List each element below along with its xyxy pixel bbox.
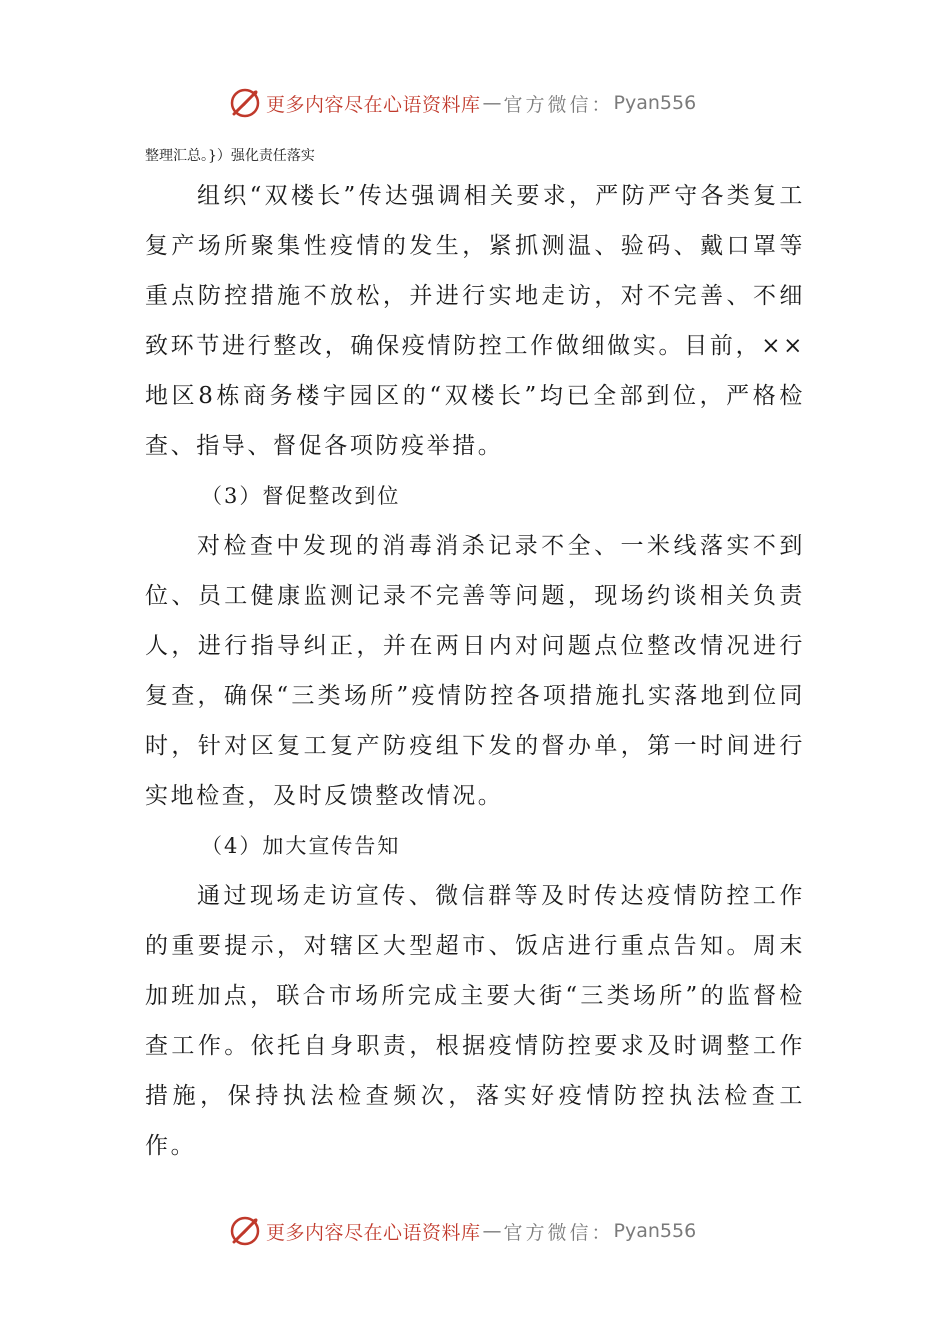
paragraph-3: 通过现场走访宣传、微信群等及时传达疫情防控工作的重要提示，对辖区大型超市、饭店进行重点告知。周末加班加点，联合市场所完成主要大街“三类场所”的监督检查工作。依托自身职责，根据疫情防控要求及时调整工作措施，保持执法检查频次，落实好疫情防控执法检查工作。 [145, 883, 805, 1159]
paragraph-1: 组织“双楼长”传达强调相关要求，严防严守各类复工复产场所聚集性疫情的发生，紧抓测温、验码、戴口罩等重点防控措施不放松，并进行实地走访，对不完善、不细致环节进行整改，确保疫情防控工作做细做实。目前，××地区8栋商务楼宇园区的“双楼长”均已全部到位，严格检查、指导、督促各项防疫举措。 [145, 183, 805, 459]
banner-wechat-id: Pyan556 [613, 92, 697, 114]
brush-pen-logo-icon [228, 86, 262, 120]
banner-wechat-label: 官方微信： [503, 93, 614, 116]
banner-wechat-id: Pyan556 [613, 1220, 697, 1242]
section-heading-4: （4）加大宣传告知 [201, 834, 401, 858]
banner-wechat-label: 官方微信： [503, 1221, 614, 1244]
section-heading-3: （3）督促整改到位 [201, 484, 401, 508]
banner-text: 更多内容尽在心语资料库 [266, 93, 481, 116]
banner-dash: — [482, 92, 502, 114]
paragraph-2: 对检查中发现的消毒消杀记录不全、一米线落实不到位、员工健康监测记录不完善等问题，现场约谈相关负责人，进行指导纠正，并在两日内对问题点位整改情况进行复查，确保“三类场所”疫情防控各项措施扎实落地到位同时，针对区复工复产防疫组下发的督办单，第一时间进行实地检查，及时反馈整改情况。 [145, 533, 805, 809]
brush-pen-logo-icon [228, 1214, 262, 1248]
header-banner [228, 83, 788, 123]
document-body [145, 171, 805, 1171]
lead-line: 整理汇总。}）强化责任落实 [145, 148, 315, 164]
footer-banner [228, 1211, 788, 1251]
banner-dash: — [482, 1220, 502, 1242]
banner-text: 更多内容尽在心语资料库 [266, 1221, 481, 1244]
